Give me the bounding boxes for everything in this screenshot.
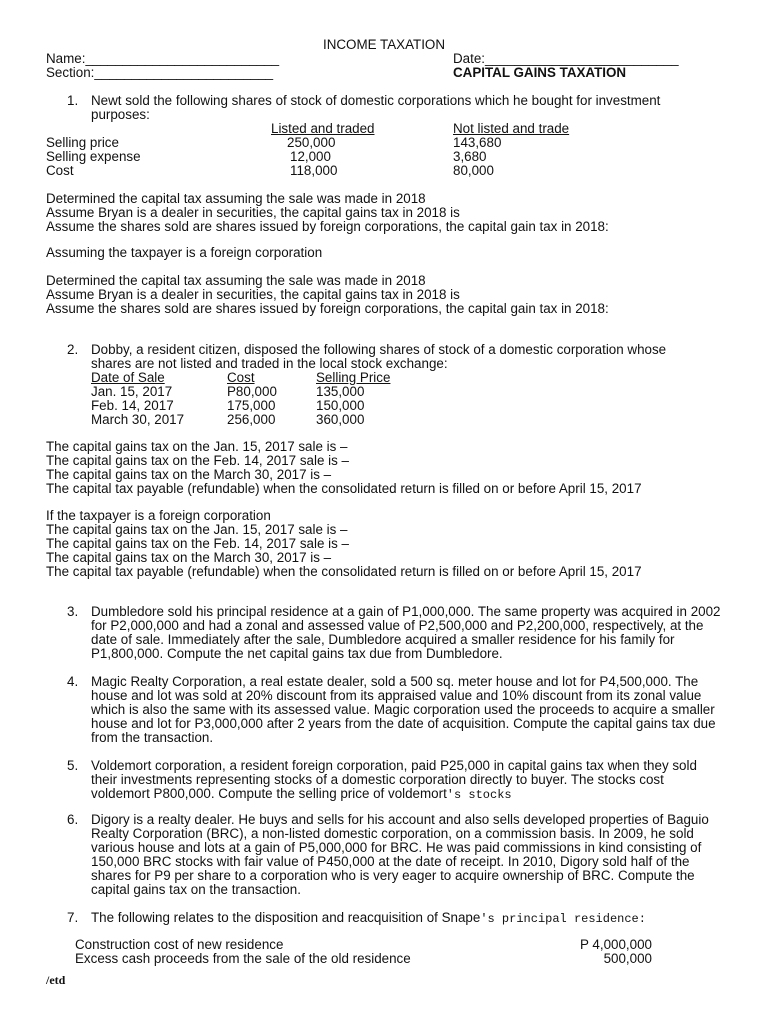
q5-text-tail: 's stocks <box>446 788 512 802</box>
q3-text: Dumbledore sold his principal residence at a gain of P1,000,000. The same property was acquired in 2002 for P2,000,000 and had a zonal and assessed value of P2,500,000 and P2,200,000, respectively, at the date of sale. Immediately after the sale, Dumbledore acquired a smaller residence for his family for P1,800,000. Compute the net capital gains tax due from Dumbledore. <box>91 604 721 661</box>
q1-text-line: purposes: <box>91 107 150 122</box>
q1-row-label: Selling expense <box>46 149 141 164</box>
q5-text-main: Voldemort corporation, a resident foreign corporation, paid P25,000 in capital gains tax when they sold their investments representing stocks of a domestic corporation directly to buyer. The stocks cost voldemort P800,000. Compute the selling price of voldemort <box>91 758 697 801</box>
q1-row-value: 80,000 <box>453 163 494 178</box>
q1-question-line: Determined the capital tax assuming the sale was made in 2018 <box>46 273 426 288</box>
q6-number: 6. <box>67 812 79 827</box>
q5-text <box>91 759 721 802</box>
q2-col-header: Selling Price <box>316 370 391 385</box>
q2-text-line: shares are not listed and traded in the local stock exchange: <box>91 356 448 371</box>
q7-text <box>91 911 646 926</box>
q2-col-header: Cost <box>227 370 255 385</box>
q1-col-header-not-listed: Not listed and trade <box>453 121 570 136</box>
topic-heading: CAPITAL GAINS TAXATION <box>453 65 627 80</box>
q1-row-value: 250,000 <box>287 135 336 150</box>
q4-text: Magic Realty Corporation, a real estate dealer, sold a 500 sq. meter house and lot for P4,500,000. The house and lot was sold at 20% discount from its appraised value and 10% discount from its zonal value which is also the same with its assessed value. Magic corporation used the proceeds to acquire a smaller house and lot for P3,000,000 after 2 years from the date of acquisition. Compute the capital gains tax due from the transaction. <box>91 674 716 745</box>
q7-row-value: 500,000 <box>603 951 652 966</box>
q1-row-value: 12,000 <box>290 149 331 164</box>
q5-number: 5. <box>67 758 79 773</box>
q7-row-value: P 4,000,000 <box>580 937 652 952</box>
q4-number: 4. <box>67 674 79 689</box>
q7-row-label: Construction cost of new residence <box>75 937 284 952</box>
q2-cell: 135,000 <box>316 384 365 399</box>
q2-question-line: The capital tax payable (refundable) when the consolidated return is filled on or before April 15, 2017 <box>46 564 642 579</box>
section-field: Section:________________________ <box>46 65 274 80</box>
q2-foreign-heading: If the taxpayer is a foreign corporation <box>46 508 271 523</box>
q2-col-header: Date of Sale <box>91 370 165 385</box>
q1-row-value: 143,680 <box>453 135 502 150</box>
q3-number: 3. <box>67 604 79 619</box>
q1-row-label: Selling price <box>46 135 119 150</box>
q1-row-value: 3,680 <box>453 149 487 164</box>
q7-text-main: The following relates to the disposition and reacquisition of Snape <box>91 910 481 925</box>
date-field: Date:__________________________ <box>453 51 679 66</box>
q2-cell: P80,000 <box>227 384 277 399</box>
q6-text: Digory is a realty dealer. He buys and sells for his account and also sells developed properties of Baguio Realty Corporation (BRC), a non-listed domestic corporation, on a commission basis. In 2009, he sold various house and lots at a gain of P5,000,000 for BRC. He was paid commissions in kind consisting of 150,000 BRC stocks with fair value of P450,000 at the date of receipt. In 2010, Digory sold half of the shares for P9 per share to a corporation who is very eager to acquire ownership of BRC. Compute the capital gains tax on the transaction. <box>91 812 709 897</box>
q2-question-line: The capital gains tax on the March 30, 2017 is – <box>46 550 332 565</box>
q1-number: 1. <box>67 93 79 108</box>
q2-text-line: Dobby, a resident citizen, disposed the following shares of stock of a domestic corporation whose <box>91 342 667 357</box>
q1-question-line: Assume Bryan is a dealer in securities, the capital gains tax in 2018 is <box>46 287 460 302</box>
q1-col-header-listed: Listed and traded <box>271 121 375 136</box>
q1-question-line: Assume Bryan is a dealer in securities, the capital gains tax in 2018 is <box>46 205 460 220</box>
q1-question-line: Assume the shares sold are shares issued by foreign corporations, the capital gain tax in 2018: <box>46 219 609 234</box>
q1-foreign-heading: Assuming the taxpayer is a foreign corporation <box>46 245 323 260</box>
q2-question-line: The capital gains tax on the March 30, 2017 is – <box>46 467 332 482</box>
q2-cell: 175,000 <box>227 398 276 413</box>
footer-mark: /etd <box>46 973 66 987</box>
q1-question-line: Determined the capital tax assuming the sale was made in 2018 <box>46 191 426 206</box>
q1-row-value: 118,000 <box>290 163 338 178</box>
q2-question-line: The capital tax payable (refundable) when the consolidated return is filled on or before April 15, 2017 <box>46 481 642 496</box>
q2-question-line: The capital gains tax on the Feb. 14, 2017 sale is – <box>46 453 349 468</box>
q2-question-line: The capital gains tax on the Feb. 14, 2017 sale is – <box>46 536 349 551</box>
q2-cell: 256,000 <box>227 412 276 427</box>
q2-cell: March 30, 2017 <box>91 412 185 427</box>
q7-number: 7. <box>67 910 79 925</box>
q2-cell: Feb. 14, 2017 <box>91 398 174 413</box>
q1-text-line: Newt sold the following shares of stock of domestic corporations which he bought for investment <box>91 93 661 108</box>
q2-cell: 150,000 <box>316 398 365 413</box>
q1-question-line: Assume the shares sold are shares issued by foreign corporations, the capital gain tax in 2018: <box>46 301 609 316</box>
q2-question-line: The capital gains tax on the Jan. 15, 2017 sale is – <box>46 522 348 537</box>
name-field: Name:__________________________ <box>46 51 280 66</box>
document-title: INCOME TAXATION <box>322 37 445 52</box>
q1-row-label: Cost <box>46 163 74 178</box>
q2-cell: 360,000 <box>316 412 365 427</box>
q2-number: 2. <box>67 342 79 357</box>
q7-row-label: Excess cash proceeds from the sale of the old residence <box>75 951 411 966</box>
q7-text-tail: 's principal residence: <box>480 912 646 926</box>
q2-cell: Jan. 15, 2017 <box>91 384 173 399</box>
q2-question-line: The capital gains tax on the Jan. 15, 2017 sale is – <box>46 439 348 454</box>
